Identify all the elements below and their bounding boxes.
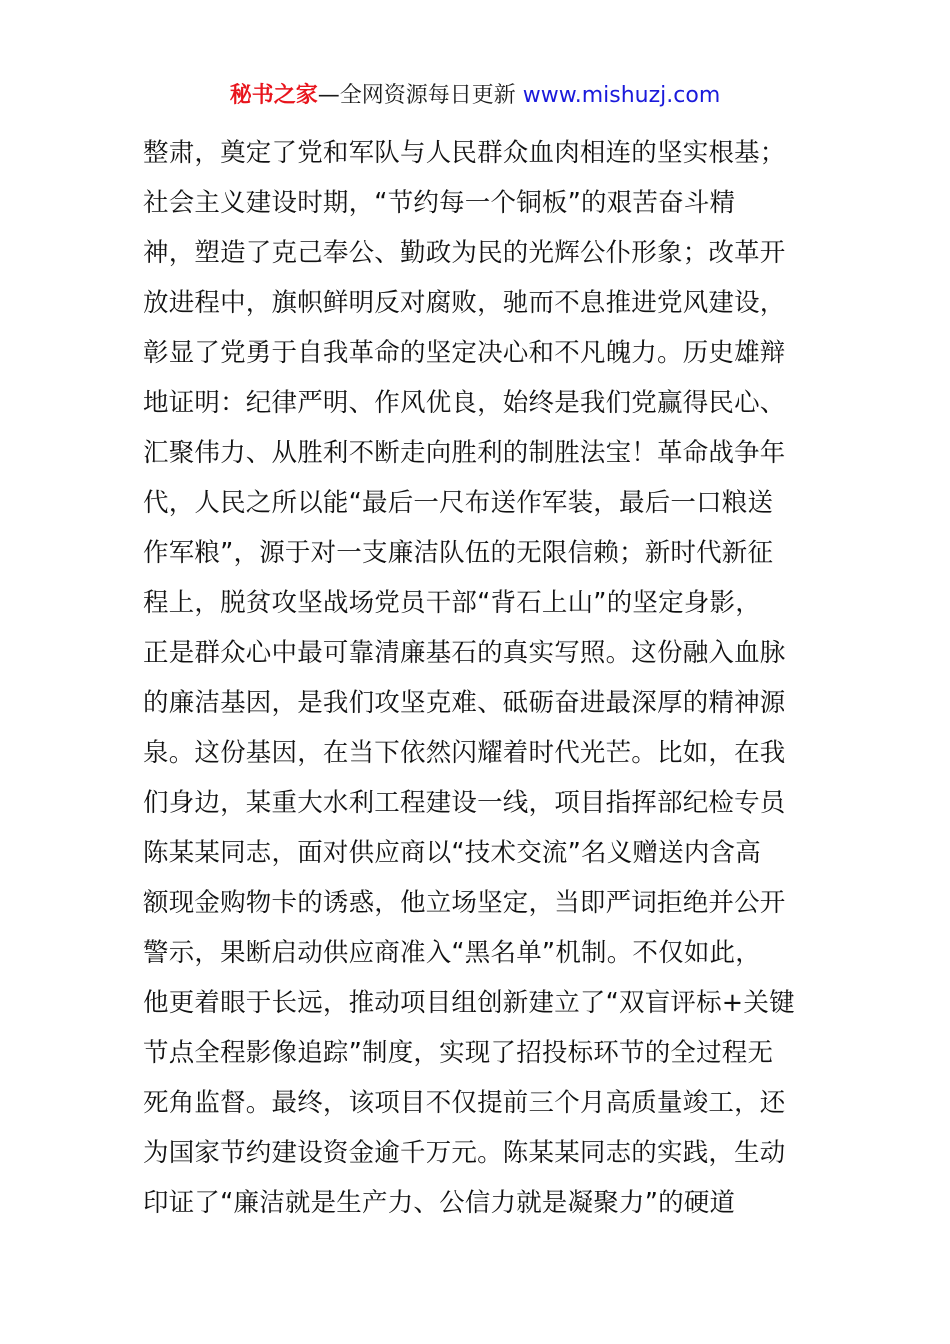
text-line: 神，塑造了克己奉公、勤政为民的光辉公仆形象；改革开	[143, 238, 786, 268]
text-line: 代，人民之所以能“最后一尺布送作军装，最后一口粮送	[143, 488, 774, 518]
text-line: 放进程中，旗帜鲜明反对腐败，驰而不息推进党风建设，	[143, 288, 786, 318]
text-line: 整肃，奠定了党和军队与人民群众血肉相连的坚实根基；	[143, 138, 786, 168]
site-tagline: —全网资源每日更新	[317, 83, 516, 108]
text-line: 死角监督。最终，该项目不仅提前三个月高质量竣工，还	[143, 1088, 786, 1118]
text-line: 泉。这份基因，在当下依然闪耀着时代光芒。比如，在我	[143, 738, 786, 768]
text-line: 警示，果断启动供应商准入“黑名单”机制。不仅如此，	[143, 938, 761, 968]
text-line: 的廉洁基因，是我们攻坚克难、砥砺奋进最深厚的精神源	[143, 688, 786, 718]
text-line: 他更着眼于长远，推动项目组创新建立了“双盲评标+关键	[143, 988, 795, 1018]
text-line: 陈某某同志，面对供应商以“技术交流”名义赠送内含高	[143, 838, 761, 868]
text-line: 地证明：纪律严明、作风优良，始终是我们党赢得民心、	[143, 388, 786, 418]
text-line: 汇聚伟力、从胜利不断走向胜利的制胜法宝！革命战争年	[143, 438, 786, 468]
text-line: 作军粮”，源于对一支廉洁队伍的无限信赖；新时代新征	[143, 538, 774, 568]
text-line: 程上，脱贫攻坚战场党员干部“背石上山”的坚定身影，	[143, 588, 761, 618]
text-line: 印证了“廉洁就是生产力、公信力就是凝聚力”的硬道	[143, 1188, 736, 1218]
text-line: 彰显了党勇于自我革命的坚定决心和不凡魄力。历史雄辩	[143, 338, 786, 368]
text-line: 正是群众心中最可靠清廉基石的真实写照。这份融入血脉	[143, 638, 786, 668]
site-brand: 秘书之家	[229, 83, 318, 108]
text-line: 社会主义建设时期，“节约每一个铜板”的艰苦奋斗精	[143, 188, 736, 218]
text-line: 节点全程影像追踪”制度，实现了招投标环节的全过程无	[143, 1038, 774, 1068]
site-header	[0, 80, 950, 112]
site-url-link[interactable]: www.mishuzj.com	[522, 83, 721, 108]
text-line: 额现金购物卡的诱惑，他立场坚定，当即严词拒绝并公开	[143, 888, 786, 918]
text-line: 们身边，某重大水利工程建设一线，项目指挥部纪检专员	[143, 788, 786, 818]
document-body	[143, 128, 813, 1228]
text-line: 为国家节约建设资金逾千万元。陈某某同志的实践，生动	[143, 1138, 786, 1168]
